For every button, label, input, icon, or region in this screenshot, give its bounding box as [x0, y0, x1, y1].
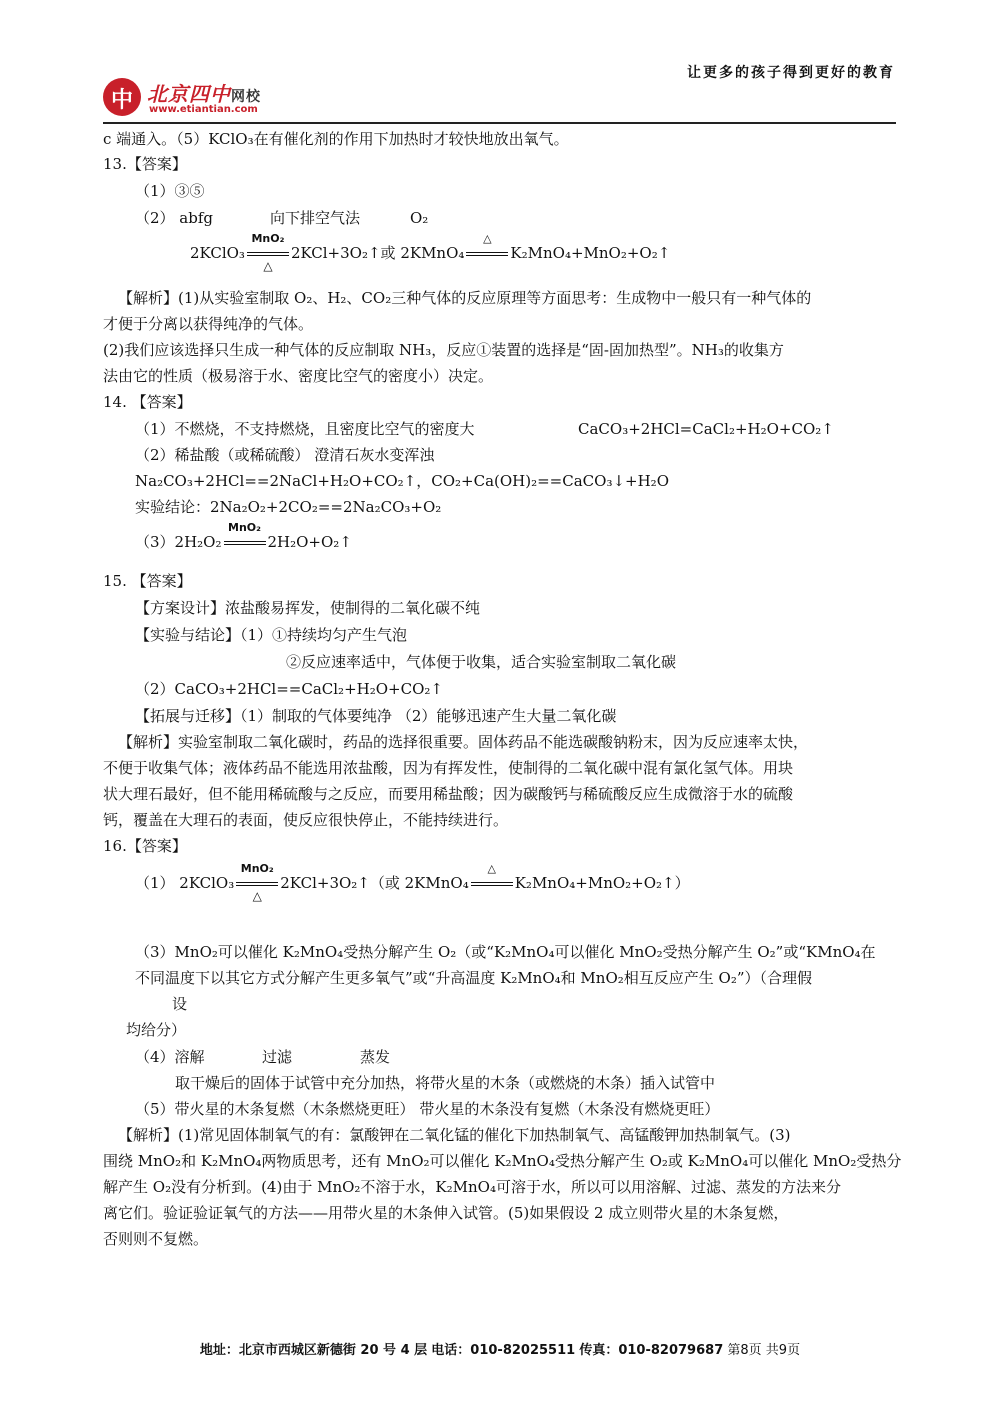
footer-page-number: 第8页 共9页 [727, 1343, 801, 1358]
analysis-line: 钙，覆盖在大理石的表面，使反应很快停止，不能持续进行。 [103, 811, 509, 829]
equation-14: （3）2H₂O₂ MnO₂ 2H₂O+O₂↑ [135, 521, 352, 551]
text-line: 【实验与结论】（1）①持续均匀产生气泡 [135, 626, 408, 644]
text-line: （5）带火星的木条复燃（木条燃烧更旺） 带火星的木条没有复燃（木条没有燃烧更旺） [135, 1100, 720, 1118]
text-line: O₂ [410, 209, 429, 227]
analysis-line: 状大理石最好，但不能用稀硫酸与之反应，而要用稀盐酸；因为碳酸钙与稀硫酸反应生成微溶于水的硫酸 [103, 785, 794, 803]
footer [0, 1339, 1000, 1358]
analysis-line: 【解析】实验室制取二氧化碳时，药品的选择很重要。固体药品不能选碳酸钠粉末，因为反应速率太快， [118, 733, 809, 751]
text-line: （2）CaCO₃+2HCl==CaCl₂+H₂O+CO₂↑ [135, 680, 443, 698]
analysis-line: 围绕 MnO₂和 K₂MnO₄两物质思考，还有 MnO₂可以催化 K₂MnO₄受热分解产生 O₂或 K₂MnO₄可以催化 MnO₂受热分 [103, 1152, 902, 1170]
question-heading-13: 13.【答案】 [103, 155, 187, 173]
text-line: 【方案设计】浓盐酸易挥发，使制得的二氧化碳不纯 [135, 599, 481, 617]
text-line: 实验结论：2Na₂O₂+2CO₂==2Na₂CO₃+O₂ [135, 498, 442, 516]
logo-mark: 中 [103, 78, 141, 116]
analysis-line: 才便于分离以获得纯净的气体。 [103, 315, 314, 333]
text-line: 取干燥后的固体于试管中充分加热，将带火星的木条（或燃烧的木条）插入试管中 [175, 1074, 716, 1092]
text-line: 向下排空气法 [270, 209, 361, 227]
text-line: c 端通入。（5）KClO₃在有催化剂的作用下加热时才较快地放出氧气。 [103, 130, 569, 148]
footer-address: 地址：北京市西城区新德街 20 号 4 层 [199, 1343, 428, 1358]
footer-fax: 传真：010-82079687 [579, 1343, 724, 1358]
question-heading-15: 15. 【答案】 [103, 572, 192, 590]
text-line: 过滤 [262, 1048, 293, 1066]
text-line: （4）溶解 [135, 1048, 205, 1066]
equation-16: （1） 2KClO₃ MnO₂ △ 2KCl+3O₂↑（或 2KMnO₄ △ K₂MnO₄+MnO₂+O₂↑） [135, 862, 690, 903]
analysis-line: 【解析】(1)从实验室制取 O₂、H₂、CO₂三种气体的反应原理等方面思考：生成物中一般只有一种气体的 [118, 289, 812, 307]
analysis-line: 解产生 O₂没有分析到。(4)由于 MnO₂不溶于水，K₂MnO₄可溶于水，所以可以用溶解、过滤、蒸发的方法来分 [103, 1178, 841, 1196]
text-line: （2） abfg [135, 209, 214, 227]
question-heading-14: 14. 【答案】 [103, 393, 192, 411]
text-line: （2）稀盐酸（或稀硫酸） 澄清石灰水变浑浊 [135, 446, 435, 464]
logo-url: www.etiantian.com [149, 104, 258, 115]
text-line: 蒸发 [360, 1048, 391, 1066]
text-line: ②反应速率适中，气体便于收集，适合实验室制取二氧化碳 [286, 653, 677, 671]
text-line: CaCO₃+2HCl=CaCl₂+H₂O+CO₂↑ [578, 420, 834, 438]
text-line: 【拓展与迁移】（1）制取的气体要纯净 （2）能够迅速产生大量二氧化碳 [135, 707, 617, 725]
analysis-line: 离它们。验证验证氧气的方法——用带火星的木条伸入试管。(5)如果假设 2 成立则带火星的木条复燃， [103, 1204, 789, 1222]
analysis-line: 【解析】(1)常见固体制氧气的有：氯酸钾在二氧化锰的催化下加热制氧气、高锰酸钾加热制氧气。(3) [118, 1126, 791, 1144]
text-line: 不同温度下以其它方式分解产生更多氧气”或“升高温度 K₂MnO₄和 MnO₂相互反应产生 O₂”）（合理假 [135, 969, 813, 987]
text-line: 设 [172, 995, 188, 1013]
header-slogan: 让更多的孩子得到更好的教育 [687, 65, 895, 81]
question-heading-16: 16.【答案】 [103, 837, 187, 855]
analysis-line: 法由它的性质（极易溶于水、密度比空气的密度小）决定。 [103, 367, 494, 385]
equation-13: 2KClO₃ MnO₂ △ 2KCl+3O₂↑或 2KMnO₄ △ K₂MnO₄+MnO₂+O₂↑ [190, 232, 671, 273]
text-line: Na₂CO₃+2HCl==2NaCl+H₂O+CO₂↑，CO₂+Ca(OH)₂==CaCO₃↓+H₂O [135, 472, 669, 490]
text-line: （1）③⑤ [135, 182, 205, 200]
text-line: （3）MnO₂可以催化 K₂MnO₄受热分解产生 O₂（或“K₂MnO₄可以催化 MnO₂受热分解产生 O₂”或“KMnO₄在 [135, 943, 876, 961]
logo-name: 北京四中网校 [147, 82, 261, 106]
analysis-line: 不便于收集气体；液体药品不能选用浓盐酸，因为有挥发性，使制得的二氧化碳中混有氯化氢气体。用块 [103, 759, 794, 777]
header-rule [103, 122, 896, 124]
footer-phone: 电话：010-82025511 [431, 1343, 576, 1358]
analysis-line: (2)我们应该选择只生成一种气体的反应制取 NH₃，反应①装置的选择是“固-固加热型”。NH₃的收集方 [103, 341, 784, 359]
logo [103, 76, 303, 122]
text-line: （1）不燃烧，不支持燃烧，且密度比空气的密度大 [135, 420, 475, 438]
text-line: 均给分） [126, 1021, 187, 1039]
analysis-line: 否则则不复燃。 [103, 1230, 209, 1248]
